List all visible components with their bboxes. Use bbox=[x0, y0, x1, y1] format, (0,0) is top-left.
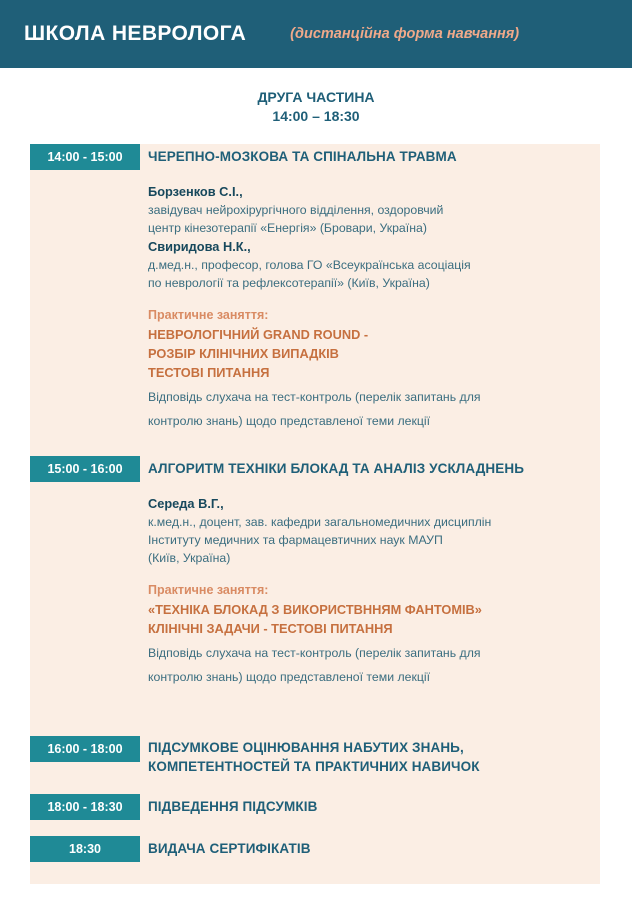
speaker-description-line: д.мед.н., професор, голова ГО «Всеукраїнська асоціація bbox=[148, 258, 471, 272]
schedule-block-header bbox=[0, 456, 632, 482]
speaker-description-line: к.мед.н., доцент, зав. кафедри загальномедичних дисциплін bbox=[148, 515, 492, 529]
section-heading bbox=[0, 88, 632, 126]
page-header bbox=[0, 0, 632, 68]
practice-title-line: НЕВРОЛОГІЧНИЙ GRAND ROUND - bbox=[148, 327, 369, 342]
session-title-line: КОМПЕТЕНТНОСТЕЙ ТА ПРАКТИЧНИХ НАВИЧОК bbox=[148, 759, 480, 774]
schedule-block-header bbox=[0, 144, 632, 170]
page-title: ШКОЛА НЕВРОЛОГА bbox=[24, 22, 247, 45]
practice-note-line: Відповідь слухача на тест-контроль (перелік запитань для bbox=[148, 646, 481, 660]
speaker-description-line: завідувач нейрохірургічного відділення, оздоровчий bbox=[148, 203, 444, 217]
schedule-row bbox=[0, 794, 632, 820]
time-badge: 14:00 - 15:00 bbox=[30, 144, 140, 170]
practice-title-line: КЛІНІЧНІ ЗАДАЧИ - ТЕСТОВІ ПИТАННЯ bbox=[148, 621, 393, 636]
speaker-name: Борзенков С.І., bbox=[148, 184, 243, 199]
speaker-description-line: Інституту медичних та фармацевтичних наук МАУП bbox=[148, 533, 443, 547]
schedule-block bbox=[0, 456, 632, 700]
speaker-description-line: по неврології та рефлексотерапії» (Київ, Україна) bbox=[148, 276, 430, 290]
session-title-line: ПІДСУМКОВЕ ОЦІНЮВАННЯ НАБУТИХ ЗНАНЬ, bbox=[148, 740, 464, 755]
session-details bbox=[148, 482, 632, 700]
schedule-row bbox=[0, 736, 632, 776]
schedule-row bbox=[0, 836, 632, 862]
practice-label: Практичне заняття: bbox=[148, 308, 269, 322]
time-badge: 15:00 - 16:00 bbox=[30, 456, 140, 482]
practice-label: Практичне заняття: bbox=[148, 583, 269, 597]
footer-strip bbox=[0, 884, 632, 898]
practice-title-line: РОЗБІР КЛІНІЧНИХ ВИПАДКІВ bbox=[148, 346, 339, 361]
session-title: ВИДАЧА СЕРТИФІКАТІВ bbox=[148, 841, 311, 856]
practice-title-line: ТЕСТОВІ ПИТАННЯ bbox=[148, 365, 270, 380]
session-title: ПІДВЕДЕННЯ ПІДСУМКІВ bbox=[148, 799, 318, 814]
page-subtitle: (дистанційна форма навчання) bbox=[290, 26, 520, 42]
schedule-row-header bbox=[0, 794, 632, 820]
schedule-row-header bbox=[0, 736, 632, 776]
practice-note-line: контролю знань) щодо представленої теми лекції bbox=[148, 670, 431, 684]
schedule-row-header bbox=[0, 836, 632, 862]
practice-title-line: «ТЕХНІКА БЛОКАД З ВИКОРИСТВННЯМ ФАНТОМІВ» bbox=[148, 602, 482, 617]
schedule-list bbox=[0, 144, 632, 872]
speaker-description-line: (Київ, Україна) bbox=[148, 551, 231, 565]
practice-note-line: контролю знань) щодо представленої теми лекції bbox=[148, 414, 431, 428]
practice-note-line: Відповідь слухача на тест-контроль (перелік запитань для bbox=[148, 390, 481, 404]
page-body bbox=[0, 68, 632, 898]
session-title bbox=[148, 736, 480, 776]
session-details bbox=[148, 170, 632, 444]
speaker-description-line: центр кінезотерапії «Енергія» (Бровари, Україна) bbox=[148, 221, 427, 235]
speaker-name: Середа В.Г., bbox=[148, 496, 224, 511]
time-badge: 16:00 - 18:00 bbox=[30, 736, 140, 762]
section-heading-title: ДРУГА ЧАСТИНА bbox=[257, 89, 375, 105]
section-heading-time: 14:00 – 18:30 bbox=[272, 108, 360, 124]
session-title: ЧЕРЕПНО-МОЗКОВА ТА СПІНАЛЬНА ТРАВМА bbox=[148, 149, 457, 164]
session-title: АЛГОРИТМ ТЕХНІКИ БЛОКАД ТА АНАЛІЗ УСКЛАДНЕНЬ bbox=[148, 461, 525, 476]
time-badge: 18:00 - 18:30 bbox=[30, 794, 140, 820]
speaker-name: Свиридова Н.К., bbox=[148, 239, 251, 254]
time-badge: 18:30 bbox=[30, 836, 140, 862]
schedule-block bbox=[0, 144, 632, 444]
